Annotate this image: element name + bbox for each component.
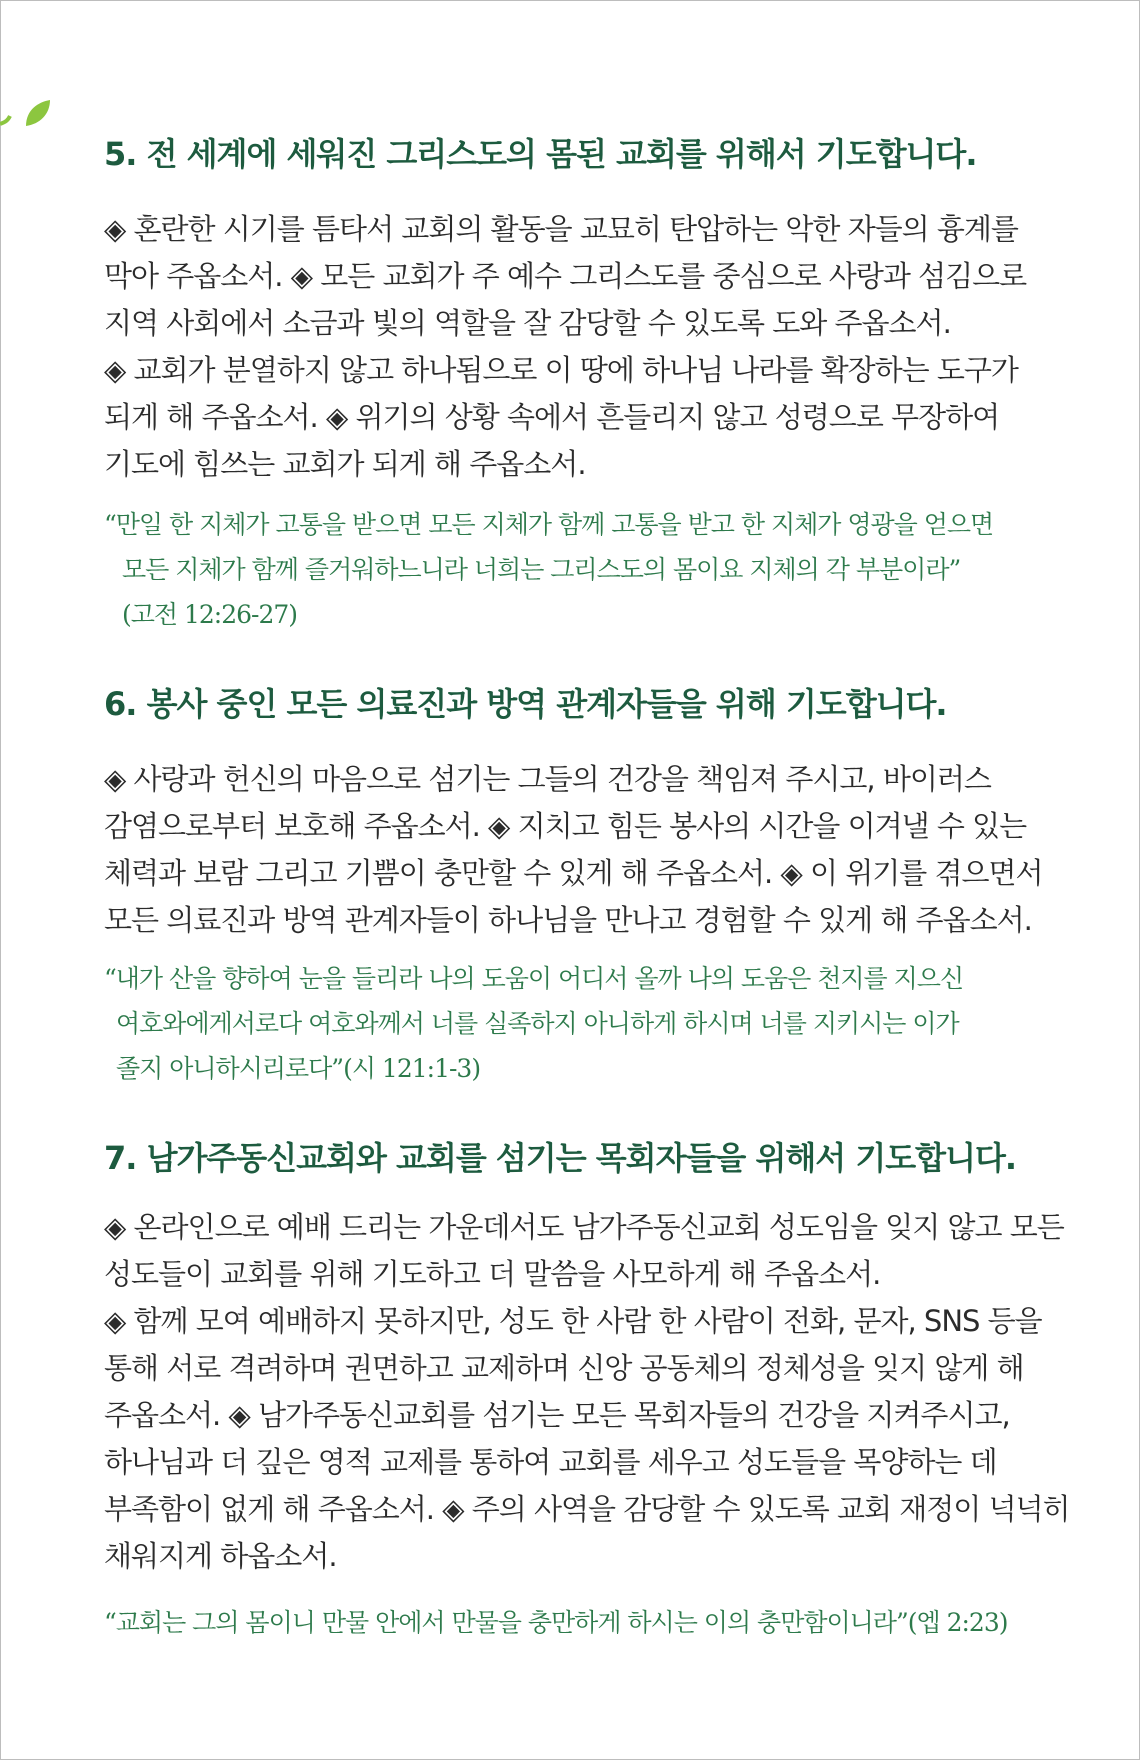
body-line: 주옵소서. ◈ 남가주동신교회를 섬기는 모든 목회자들의 건강을 지켜주시고, bbox=[104, 1398, 1010, 1432]
body-line: 되게 해 주옵소서. ◈ 위기의 상황 속에서 흔들리지 않고 성령으로 무장하여 bbox=[104, 400, 1000, 434]
body-line: 하나님과 더 깊은 영적 교제를 통하여 교회를 세우고 성도들을 목양하는 데 bbox=[104, 1445, 997, 1479]
body-line: ◈ 함께 모여 예배하지 못하지만, 성도 한 사람 한 사람이 전화, 문자, SNS 등을 bbox=[104, 1304, 1042, 1338]
body-line: 통해 서로 격려하며 권면하고 교제하며 신앙 공동체의 정체성을 잊지 않게 해 bbox=[104, 1351, 1024, 1385]
leaf-icon bbox=[0, 96, 60, 136]
body-line: 감염으로부터 보호해 주옵소서. ◈ 지치고 힘든 봉사의 시간을 이겨낼 수 있는 bbox=[104, 809, 1027, 843]
section-6-scripture bbox=[104, 956, 963, 1091]
body-line: 성도들이 교회를 위해 기도하고 더 말씀을 사모하게 해 주옵소서. bbox=[104, 1257, 881, 1291]
section-5-scripture bbox=[104, 502, 993, 637]
body-line: 채워지게 하옵소서. bbox=[104, 1539, 337, 1573]
section-6-title: 6. 봉사 중인 모든 의료진과 방역 관계자들을 위해 기도합니다. bbox=[104, 685, 947, 723]
body-line: ◈ 교회가 분열하지 않고 하나됨으로 이 땅에 하나님 나라를 확장하는 도구가 bbox=[104, 353, 1018, 387]
scripture-line: “내가 산을 향하여 눈을 들리라 나의 도움이 어디서 올까 나의 도움은 천지를 지으신 bbox=[104, 964, 964, 993]
body-line: ◈ 혼란한 시기를 틈타서 교회의 활동을 교묘히 탄압하는 악한 자들의 흉계를 bbox=[104, 212, 1018, 246]
section-6-body bbox=[104, 756, 1043, 944]
body-line: 지역 사회에서 소금과 빛의 역할을 잘 감당할 수 있도록 도와 주옵소서. bbox=[104, 306, 951, 340]
body-line: ◈ 사랑과 헌신의 마음으로 섬기는 그들의 건강을 책임져 주시고, 바이러스 bbox=[104, 762, 991, 796]
body-line: 부족함이 없게 해 주옵소서. ◈ 주의 사역을 감당할 수 있도록 교회 재정이 넉넉히 bbox=[104, 1492, 1070, 1526]
body-line: 체력과 보람 그리고 기쁨이 충만할 수 있게 해 주옵소서. ◈ 이 위기를 겪으면서 bbox=[104, 856, 1043, 890]
body-line: 모든 의료진과 방역 관계자들이 하나님을 만나고 경험할 수 있게 해 주옵소서. bbox=[104, 903, 1032, 937]
section-5-title: 5. 전 세계에 세워진 그리스도의 몸된 교회를 위해서 기도합니다. bbox=[104, 135, 977, 173]
scripture-line: “교회는 그의 몸이니 만물 안에서 만물을 충만하게 하시는 이의 충만함이니라”(엡 2:23) bbox=[104, 1608, 1008, 1637]
scripture-line: “만일 한 지체가 고통을 받으면 모든 지체가 함께 고통을 받고 한 지체가 영광을 얻으면 bbox=[104, 510, 994, 539]
scripture-reference: (고전 12:26-27) bbox=[122, 600, 298, 629]
scripture-line: 모든 지체가 함께 즐거워하느니라 너희는 그리스도의 몸이요 지체의 각 부분이라” bbox=[122, 555, 961, 584]
section-7-body bbox=[104, 1204, 1070, 1580]
body-line: 기도에 힘쓰는 교회가 되게 해 주옵소서. bbox=[104, 447, 586, 481]
scripture-line: 졸지 아니하시리로다”(시 121:1-3) bbox=[116, 1054, 481, 1083]
body-line: 막아 주옵소서. ◈ 모든 교회가 주 예수 그리스도를 중심으로 사랑과 섬김으로 bbox=[104, 259, 1027, 293]
scripture-line: 여호와에게서로다 여호와께서 너를 실족하지 아니하게 하시며 너를 지키시는 이가 bbox=[116, 1009, 959, 1038]
section-7-title: 7. 남가주동신교회와 교회를 섬기는 목회자들을 위해서 기도합니다. bbox=[104, 1139, 1017, 1177]
body-line: ◈ 온라인으로 예배 드리는 가운데서도 남가주동신교회 성도임을 잊지 않고 모든 bbox=[104, 1210, 1064, 1244]
section-5-body bbox=[104, 206, 1026, 488]
section-7-scripture bbox=[104, 1600, 1007, 1645]
